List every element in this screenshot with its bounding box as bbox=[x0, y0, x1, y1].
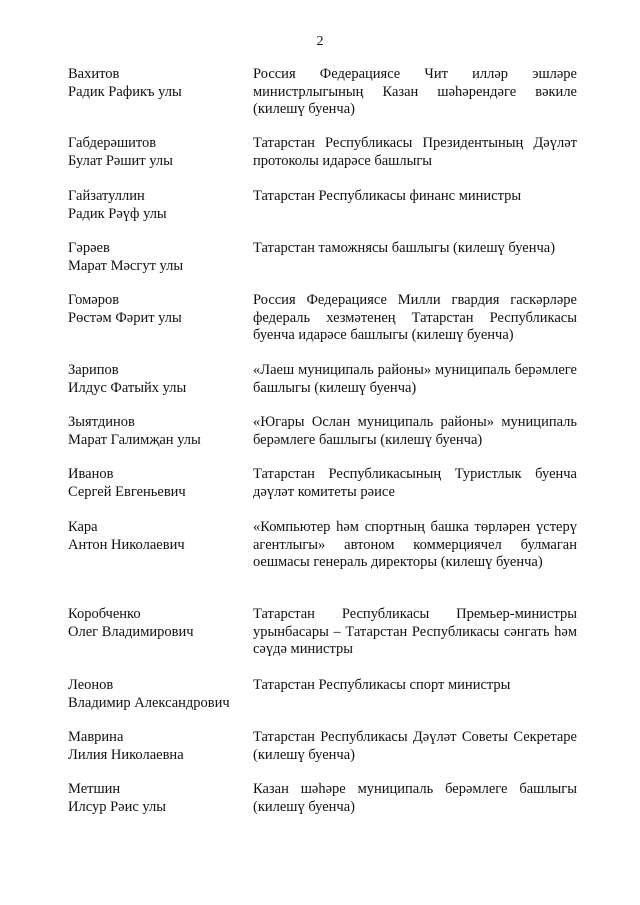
member-surname: Коробченко bbox=[68, 606, 141, 622]
member-name bbox=[68, 606, 248, 641]
member-surname: Вахитов bbox=[68, 66, 120, 82]
member-role: Татарстан Республикасы финанс министры bbox=[253, 188, 522, 204]
member-role: «Югары Ослан муниципаль районы» муниципаль берәмлеге башлыгы (килешү буенча) bbox=[253, 414, 577, 448]
member-surname: Иванов bbox=[68, 466, 114, 482]
member-name bbox=[68, 66, 248, 101]
member-role: Татарстан Республикасы Премьер-министры урынбасары – Татарстан Республикасы сәнгать һәм сәүдә министры bbox=[253, 606, 577, 657]
member-name bbox=[68, 729, 248, 764]
member-name bbox=[68, 519, 248, 554]
member-given-name: Лилия Николаевна bbox=[68, 746, 184, 763]
member-given-name: Илдус Фатыйх улы bbox=[68, 379, 187, 396]
member-given-name: Илсур Рәис улы bbox=[68, 798, 166, 815]
page-number: 2 bbox=[316, 34, 324, 49]
member-role: Татарстан Республикасы Президентының Дәүләт протоколы идарәсе башлыгы bbox=[253, 135, 577, 169]
member-surname: Леонов bbox=[68, 677, 114, 693]
member-surname: Гомәров bbox=[68, 292, 120, 308]
member-given-name: Радик Рәүф улы bbox=[68, 205, 167, 222]
member-given-name: Сергей Евгеньевич bbox=[68, 483, 186, 500]
member-name bbox=[68, 781, 248, 816]
member-given-name: Рөстәм Фәрит улы bbox=[68, 309, 182, 326]
member-role: Татарстан Республикасы Дәүләт Советы Секретаре (килешү буенча) bbox=[253, 729, 577, 763]
member-role: Татарстан таможнясы башлыгы (килешү буенча) bbox=[253, 240, 556, 256]
member-surname: Метшин bbox=[68, 781, 121, 797]
member-name bbox=[68, 292, 248, 327]
member-name bbox=[68, 240, 248, 275]
member-surname: Зыятдинов bbox=[68, 414, 135, 430]
member-given-name: Антон Николаевич bbox=[68, 536, 185, 553]
member-given-name: Марат Мәсгут улы bbox=[68, 257, 184, 274]
member-role: «Компьютер һәм спортның башка төрләрен үстерү агентлыгы» автоном коммерциячел булмаган оешмасы генераль директоры (килешү буенча) bbox=[253, 519, 577, 570]
member-given-name: Владимир Александрович bbox=[68, 694, 230, 711]
member-role: Татарстан Республикасының Туристлык буенча дәүләт комитеты рәисе bbox=[253, 466, 577, 500]
member-name bbox=[68, 188, 248, 223]
member-name bbox=[68, 466, 248, 501]
member-given-name: Олег Владимирович bbox=[68, 623, 194, 640]
member-given-name: Радик Рафикъ улы bbox=[68, 83, 182, 100]
member-surname: Маврина bbox=[68, 729, 124, 745]
member-surname: Кара bbox=[68, 519, 98, 535]
member-surname: Зарипов bbox=[68, 362, 119, 378]
member-name bbox=[68, 135, 248, 170]
member-role: Татарстан Республикасы спорт министры bbox=[253, 677, 511, 693]
member-name bbox=[68, 362, 248, 397]
member-surname: Габдерәшитов bbox=[68, 135, 157, 151]
member-given-name: Марат Галимҗан улы bbox=[68, 431, 201, 448]
member-name bbox=[68, 414, 248, 449]
member-given-name: Булат Рәшит улы bbox=[68, 152, 173, 169]
member-role: Россия Федерациясе Чит илләр эшләре министрлыгының Казан шәһәрендәге вәкиле (килешү буенча) bbox=[253, 66, 577, 117]
member-role: «Лаеш муниципаль районы» муниципаль берәмлеге башлыгы (килешү буенча) bbox=[253, 362, 577, 396]
member-surname: Гәрәев bbox=[68, 240, 110, 256]
member-name bbox=[68, 677, 248, 712]
member-surname: Гайзатуллин bbox=[68, 188, 145, 204]
member-role: Казан шәһәре муниципаль берәмлеге башлыгы (килешү буенча) bbox=[253, 781, 577, 815]
member-role: Россия Федерациясе Милли гвардия гаскәрләре федераль хезмәтенең Татарстан Республикасы буенча идарәсе башлыгы (килешү буенча) bbox=[253, 292, 577, 343]
